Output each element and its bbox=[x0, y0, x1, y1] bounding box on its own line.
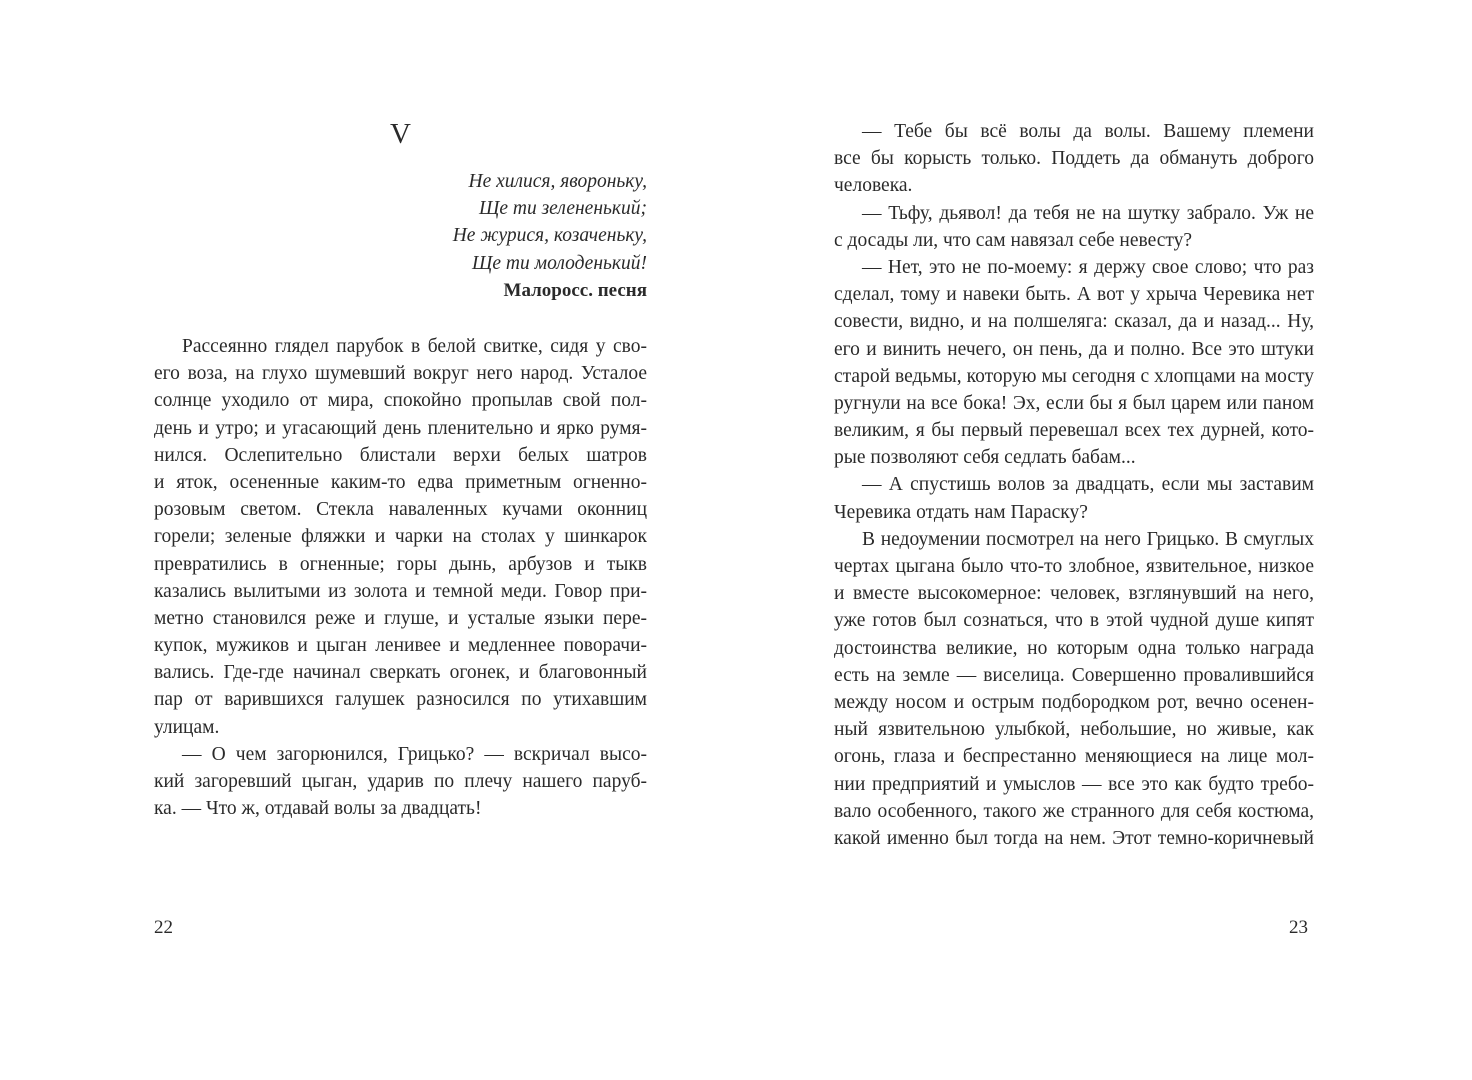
text-line: Рассеянно глядел парубок в белой свитке, сидя у сво- bbox=[182, 336, 647, 357]
text-line: В недоумении посмотрел на него Грицько. В смуглых bbox=[862, 528, 1314, 550]
text-line: превратились в огненные; горы дынь, арбузов и тыкв bbox=[154, 553, 647, 575]
text-line: между носом и острым подбородком рот, вечно осенен- bbox=[834, 691, 1314, 713]
epigraph bbox=[154, 168, 647, 304]
chapter-number: V bbox=[390, 118, 411, 150]
text-line: ругнули на все бока! Эх, если бы я был царем или паном bbox=[834, 392, 1314, 414]
text-line: розовым светом. Стекла наваленных кучами оконниц bbox=[154, 499, 647, 521]
text-line: нии предприятий и умыслов — все это как будто требо- bbox=[834, 773, 1314, 795]
text-line: огонь, глаза и беспрестанно меняющиеся на лице мол- bbox=[834, 746, 1314, 768]
text-line: вало особенного, такого же странного для себя костюма, bbox=[834, 800, 1314, 822]
epigraph-source: Малоросс. песня bbox=[503, 279, 647, 301]
text-line: ный язвительною улыбкой, небольшие, но живые, как bbox=[834, 719, 1314, 741]
text-line: нился. Ослепительно блистали верхи белых шатров bbox=[154, 444, 647, 466]
text-line: — Тьфу, дьявол! да тебя не на шутку забрало. Уж не bbox=[862, 202, 1314, 224]
text-line: горели; зеленые фляжки и чарки на столах у шинкарок bbox=[154, 526, 647, 548]
text-line: рые позволяют себя седлать бабам... bbox=[834, 447, 1136, 469]
page-number: 22 bbox=[154, 917, 173, 938]
epigraph-line: Ще ти молоденький! bbox=[472, 252, 647, 274]
text-line: человека. bbox=[834, 175, 913, 197]
text-line: и яток, осененные каким-то едва приметным огненно- bbox=[154, 471, 647, 493]
right-page bbox=[736, 0, 1472, 1080]
text-line: — Тебе бы всё волы да волы. Вашему племени bbox=[862, 121, 1314, 142]
text-line: его воза, на глухо шумевший вокруг него народ. Усталое bbox=[154, 363, 647, 385]
text-line: старой ведьмы, которую мы сегодня с хлопцами на мосту bbox=[834, 365, 1314, 387]
text-line: вались. Где-где начинал сверкать огонек, и благовонный bbox=[154, 662, 647, 684]
epigraph-line: Не хилися, явороньку, bbox=[468, 171, 647, 192]
left-page-text bbox=[154, 333, 647, 822]
text-line: день и утро; и угасающий день пленительно и ярко румя- bbox=[154, 417, 647, 439]
text-line: совести, видно, и на полшеляга: сказал, да и назад... Ну, bbox=[834, 311, 1314, 333]
text-line: его и винить нечего, он пень, да и полно. Все это штуки bbox=[834, 338, 1314, 360]
text-line: достоинства великие, но которым одна только награда bbox=[834, 637, 1314, 659]
text-line: — А спустишь волов за двадцать, если мы заставим bbox=[862, 474, 1314, 496]
text-line: ка. — Что ж, отдавай волы за двадцать! bbox=[154, 798, 482, 820]
page-number: 23 bbox=[1289, 917, 1308, 938]
text-line: — Нет, это не по-моему: я держу свое слово; что раз bbox=[862, 256, 1314, 278]
text-line: метно становился реже и глуше, и усталые языки пере- bbox=[154, 607, 647, 629]
text-line: — О чем загорюнился, Грицько? — вскричал высо- bbox=[182, 743, 647, 765]
text-line: с досады ли, что сам навязал себе невесту? bbox=[834, 229, 1193, 251]
text-line: и вместе высокомерное: человек, взглянувший на него, bbox=[834, 583, 1314, 605]
epigraph-line: Ще ти зелененький; bbox=[479, 198, 647, 220]
text-line: купок, мужиков и цыган ленивее и медленнее поворачи- bbox=[154, 635, 647, 657]
text-line: пар от варившихся галушек разносился по утихавшим bbox=[154, 689, 647, 711]
text-line: сделал, тому и навеки быть. А вот у хрыча Черевика нет bbox=[834, 284, 1314, 306]
text-line: уже готов был сознаться, что в этой чудной душе кипят bbox=[834, 610, 1314, 632]
text-line: все бы корысть только. Поддеть да обмануть доброго bbox=[834, 148, 1314, 170]
text-line: какой именно был тогда на нем. Этот темно-коричневый bbox=[834, 827, 1314, 849]
epigraph-line: Не журися, козаченьку, bbox=[452, 225, 647, 247]
text-line: солнце уходило от мира, спокойно пропылав свой пол- bbox=[154, 390, 647, 412]
text-line: казались вылитыми из золота и темной меди. Говор при- bbox=[154, 580, 647, 602]
text-line: улицам. bbox=[154, 716, 220, 738]
text-line: есть на земле — виселица. Совершенно провалившийся bbox=[834, 664, 1314, 686]
text-line: Черевика отдать нам Параску? bbox=[834, 501, 1088, 523]
text-line: великим, я бы первый перевешал всех тех дурней, кото- bbox=[834, 420, 1314, 442]
right-page-text bbox=[834, 118, 1314, 852]
text-line: кий загоревший цыган, ударив по плечу нашего паруб- bbox=[154, 771, 647, 792]
text-line: чертах цыгана было что-то злобное, язвительное, низкое bbox=[834, 556, 1314, 577]
